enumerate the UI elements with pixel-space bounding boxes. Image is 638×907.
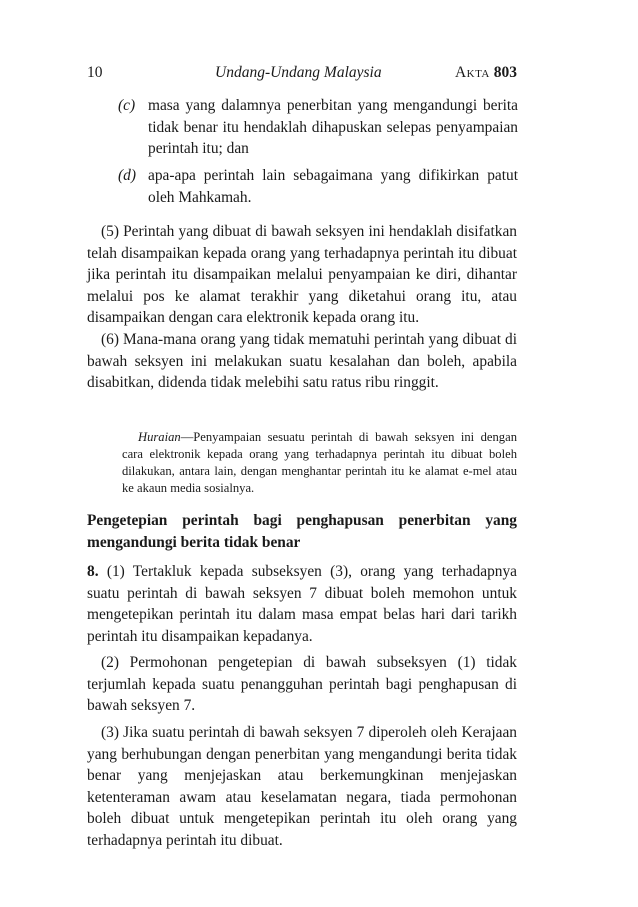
- item-label: (d): [118, 167, 136, 184]
- subsection-1-text: (1) Tertakluk kepada subseksyen (3), orang yang terhadapnya suatu perintah di bawah seksyen 7 dibuat boleh memohon untuk mengetepikan perintah itu dalam masa empat belas hari dari tarikh perintah itu disampaikan kepadanya.: [87, 563, 517, 645]
- header-title: Undang-Undang Malaysia: [215, 64, 382, 81]
- act-number: 803: [493, 64, 517, 81]
- subsection-5: [87, 221, 517, 329]
- act-prefix: Akta: [454, 64, 490, 81]
- subsection-2-text: (2) Permohonan pengetepian di bawah subseksyen (1) tidak terjumlah kepada suatu penangguhan perintah bagi penghapusan di bawah seksyen 7.: [87, 654, 517, 715]
- section-8-subsection-3: [87, 722, 517, 852]
- subsection-5-text: (5) Perintah yang dibuat di bawah seksyen ini hendaklah disifatkan telah disampaikan kepada orang yang terhadapnya perintah itu dibuat jika perintah itu disampaikan melalui penyampaian ke diri, dihantar melalui pos ke alamat terakhir yang diketahui orang itu, atau disampaikan dengan cara elektronik kepada orang itu.: [87, 223, 517, 327]
- item-label: (c): [118, 97, 136, 114]
- section-8-subsection-1: [87, 561, 517, 647]
- item-text: apa-apa perintah lain sebagaimana yang difikirkan patut oleh Mahkamah.: [148, 167, 518, 206]
- section-number: 8.: [87, 563, 99, 580]
- subsection-6-text: (6) Mana-mana orang yang tidak mematuhi perintah yang dibuat di bawah seksyen ini melakukan suatu kesalahan dan boleh, apabila disabitkan, didenda tidak melebihi satu ratus ribu ringgit.: [87, 331, 517, 392]
- page-number: 10: [87, 64, 103, 81]
- explanation-note: [122, 429, 517, 497]
- list-item-d: [118, 165, 518, 208]
- explanation-text: Penyampaian sesuatu perintah di bawah seksyen ini dengan cara elektronik kepada orang yang terhadapnya perintah itu dibuat boleh dilakukan, antara lain, dengan menghantar perintah itu ke alamat e-mel atau ke akaun media sosialnya.: [122, 430, 517, 495]
- subsection-3-text: (3) Jika suatu perintah di bawah seksyen 7 diperoleh oleh Kerajaan yang berhubungan dengan penerbitan yang mengandungi berita tidak benar yang menjejaskan atau berkemungkinan menjejaskan ketenteraman awam atau keselamatan negara, tiada permohonan boleh dibuat untuk mengetepikan perintah itu oleh orang yang terhadapnya perintah itu dibuat.: [87, 724, 517, 849]
- explanation-dash: —: [180, 430, 194, 444]
- list-item-c: [118, 95, 518, 160]
- section-heading: Pengetepian perintah bagi penghapusan penerbitan yang mengandungi berita tidak benar: [87, 512, 517, 551]
- page-header: [87, 63, 517, 83]
- act-reference: [455, 63, 517, 83]
- subsection-6: [87, 329, 517, 394]
- item-text: masa yang dalamnya penerbitan yang mengandungi berita tidak benar itu hendaklah dihapuskan selepas penyampaian perintah itu; dan: [148, 97, 518, 158]
- explanation-term: Huraian: [138, 430, 181, 444]
- section-8-subsection-2: [87, 652, 517, 717]
